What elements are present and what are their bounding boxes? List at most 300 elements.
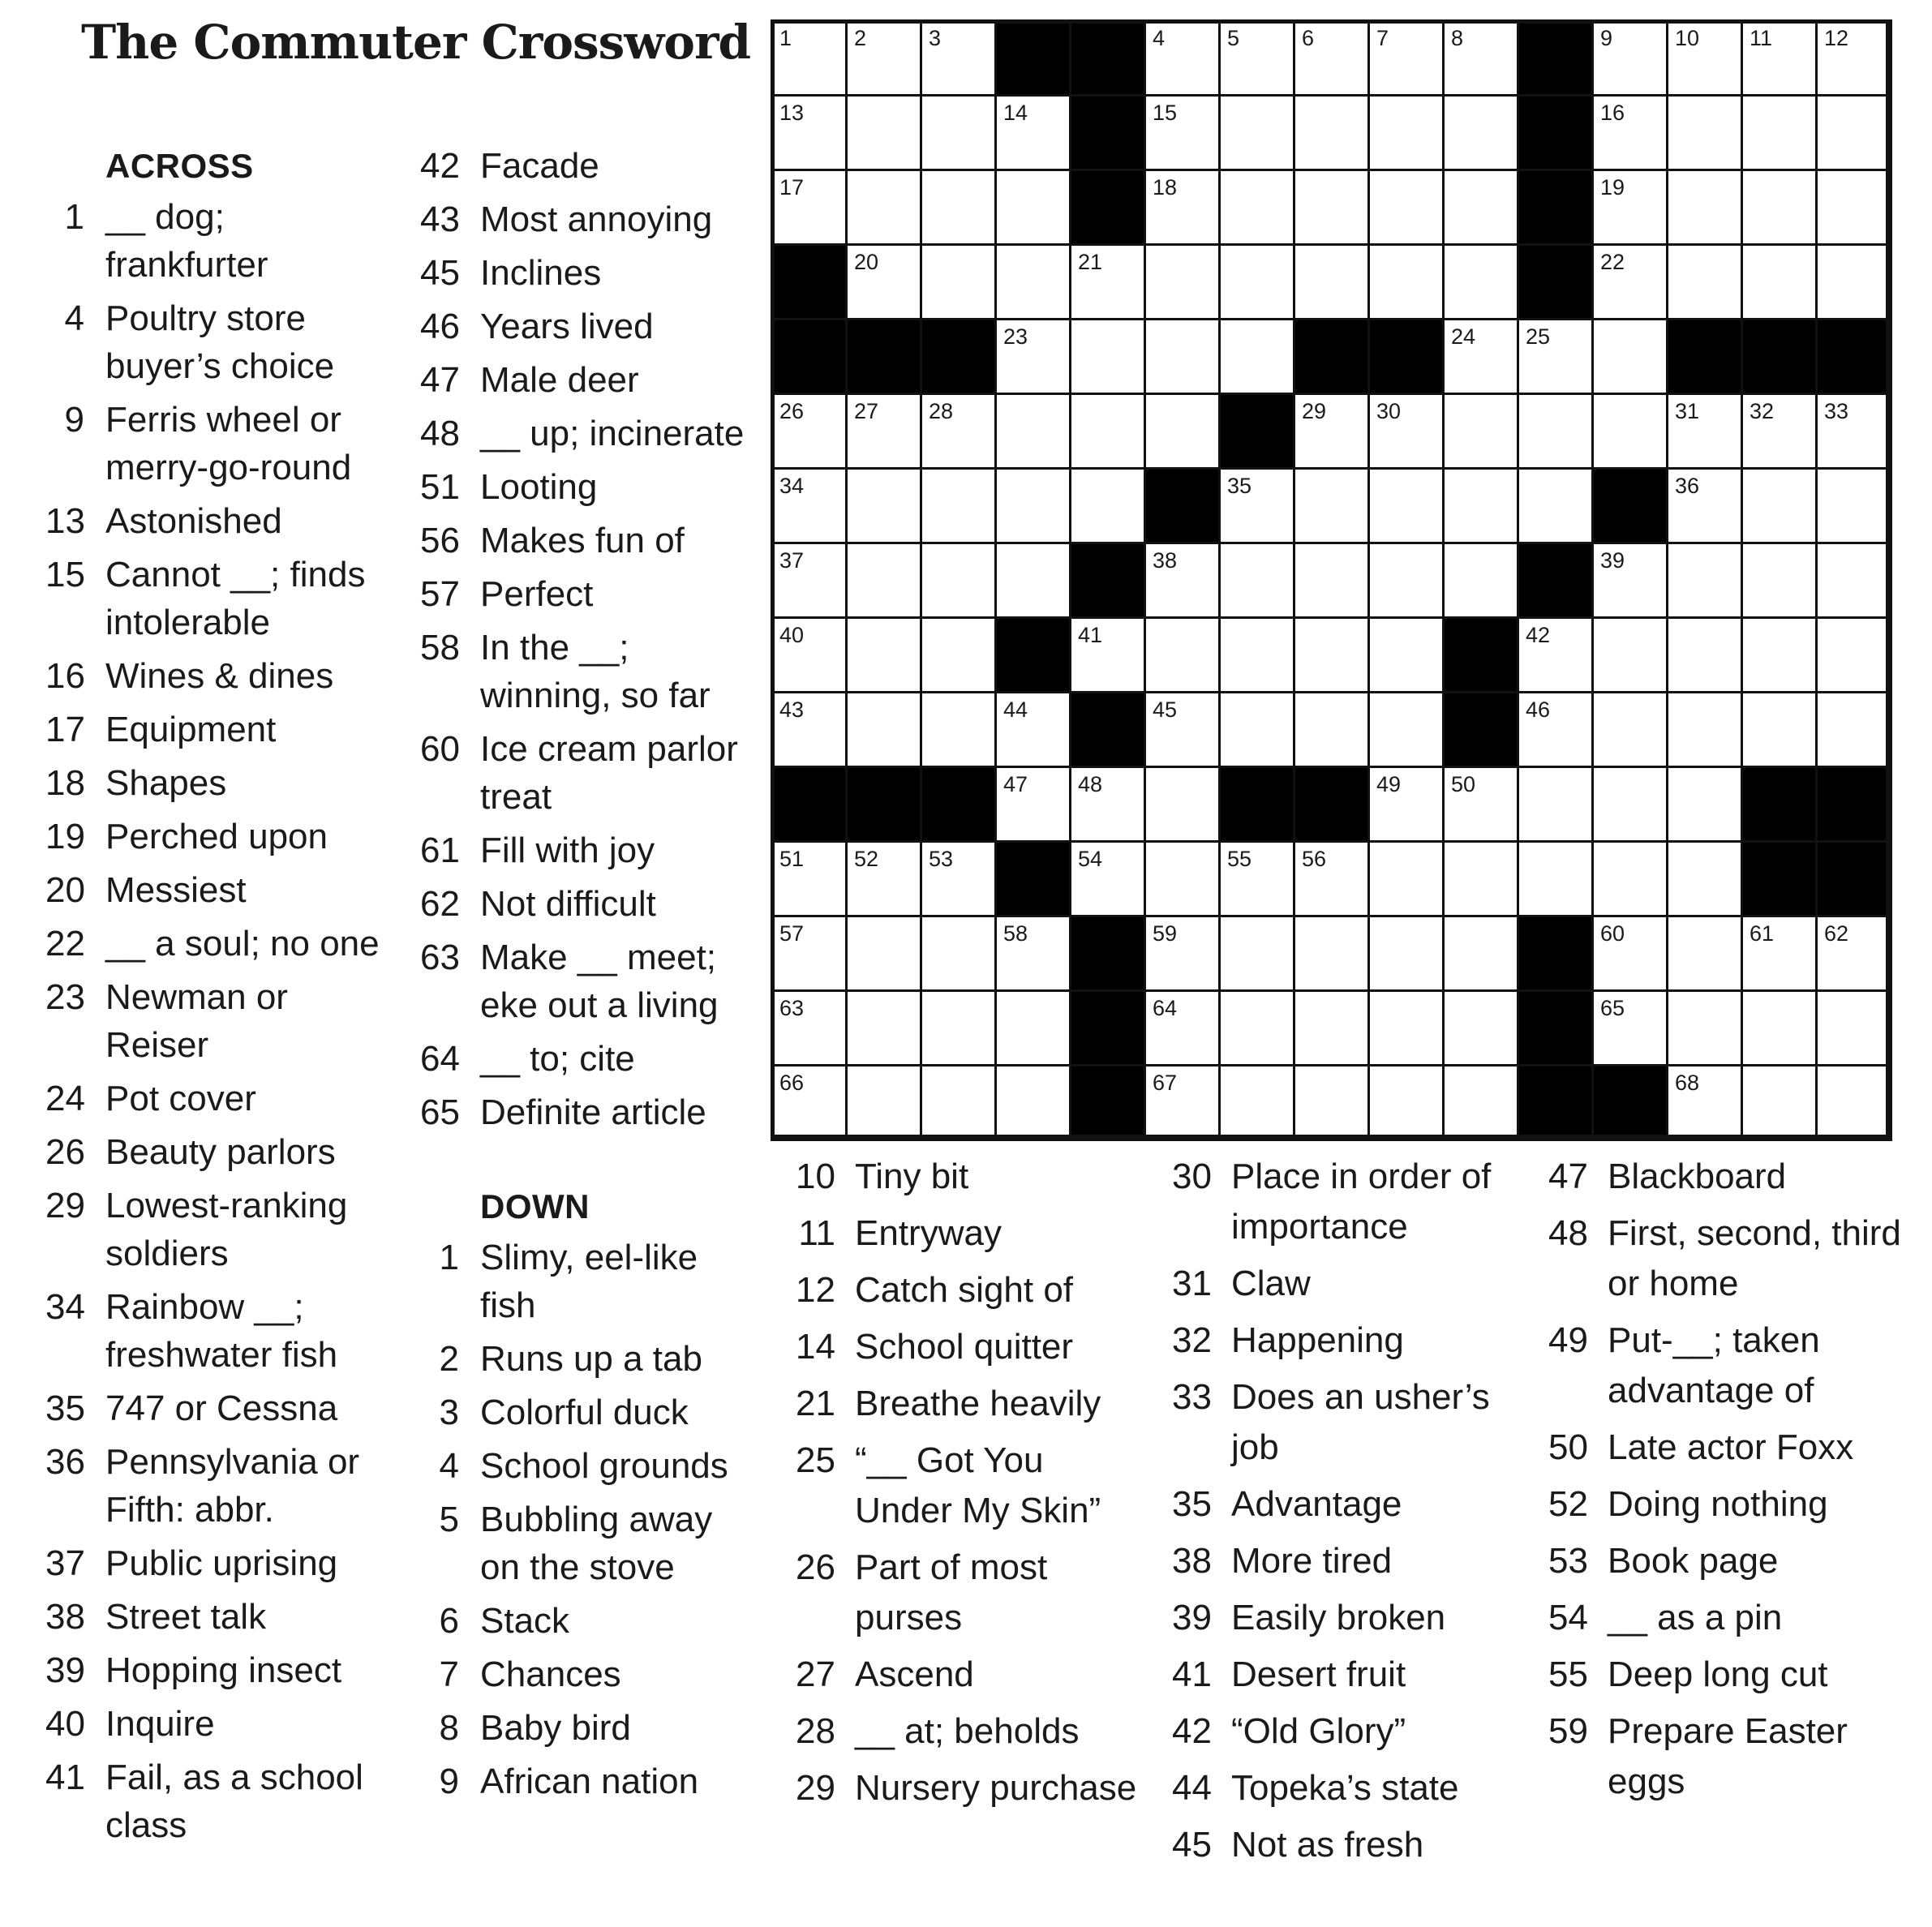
grid-cell[interactable] — [1144, 616, 1221, 693]
grid-cell[interactable] — [1591, 19, 1668, 97]
grid-cell[interactable] — [1815, 393, 1892, 470]
across-clue[interactable] — [420, 725, 761, 821]
grid-block — [994, 840, 1071, 917]
across-clue-text: Fail, as a school class — [105, 1757, 363, 1845]
grid-cell[interactable] — [1815, 542, 1892, 619]
down-clue-number: 2 — [439, 1339, 459, 1379]
grid-cell[interactable] — [771, 169, 848, 246]
grid-cell[interactable] — [1666, 94, 1743, 171]
grid-cell[interactable] — [994, 94, 1071, 171]
grid-cell[interactable] — [1218, 1064, 1295, 1141]
down-clue[interactable] — [1546, 1706, 1919, 1807]
down-clue[interactable] — [793, 1650, 1150, 1700]
grid-cell[interactable] — [1517, 766, 1594, 843]
across-clue[interactable] — [45, 1283, 386, 1379]
across-clue[interactable] — [45, 759, 386, 807]
down-clue[interactable] — [793, 1763, 1150, 1813]
grid-cell[interactable] — [771, 691, 848, 768]
grid-cell[interactable] — [1069, 616, 1146, 693]
across-clue[interactable] — [45, 1438, 386, 1534]
grid-cell[interactable] — [994, 989, 1071, 1067]
grid-cell[interactable] — [771, 393, 848, 470]
grid-cell[interactable] — [1144, 542, 1221, 619]
across-clue[interactable] — [420, 826, 761, 874]
grid-block — [771, 318, 848, 395]
down-clue[interactable] — [420, 1597, 761, 1645]
grid-cell[interactable] — [1442, 318, 1519, 395]
grid-cell[interactable] — [1591, 766, 1668, 843]
grid-cell[interactable] — [920, 243, 997, 320]
grid-cell[interactable] — [1741, 915, 1818, 992]
across-clue[interactable] — [45, 652, 386, 700]
grid-cell[interactable] — [1144, 169, 1221, 246]
grid-cell[interactable] — [1144, 393, 1221, 470]
grid-cell[interactable] — [771, 915, 848, 992]
grid-cell[interactable] — [1666, 915, 1743, 992]
grid-cell[interactable] — [845, 542, 922, 619]
grid-cell[interactable] — [1591, 393, 1668, 470]
grid-cell[interactable] — [1144, 94, 1221, 171]
grid-cell[interactable] — [920, 691, 997, 768]
grid-cell[interactable] — [1591, 169, 1668, 246]
grid-cell[interactable] — [1367, 616, 1445, 693]
grid-cell[interactable] — [1367, 243, 1445, 320]
grid-cell[interactable] — [771, 989, 848, 1067]
grid-cell[interactable] — [994, 691, 1071, 768]
across-clue-text: 747 or Cessna — [105, 1388, 338, 1428]
across-clue[interactable] — [420, 1035, 761, 1083]
grid-cell[interactable] — [920, 616, 997, 693]
grid-cell[interactable] — [994, 393, 1071, 470]
grid-block — [1293, 318, 1370, 395]
grid-cell[interactable] — [1367, 1064, 1445, 1141]
grid-cell[interactable] — [771, 542, 848, 619]
grid-cell[interactable] — [1367, 840, 1445, 917]
grid-cell[interactable] — [1442, 393, 1519, 470]
across-clue[interactable] — [45, 551, 386, 646]
down-clue[interactable] — [1546, 1423, 1919, 1473]
grid-cell[interactable] — [1517, 840, 1594, 917]
grid-cell[interactable] — [1815, 467, 1892, 544]
down-clue-text: Place in order of importance — [1231, 1157, 1492, 1247]
down-clue-number: 27 — [796, 1654, 835, 1694]
cell-number: 68 — [1675, 1071, 1700, 1095]
grid-cell[interactable] — [1741, 616, 1818, 693]
down-clue[interactable] — [1546, 1536, 1919, 1586]
across-clue[interactable] — [45, 1753, 386, 1849]
grid-cell[interactable] — [920, 94, 997, 171]
grid-cell[interactable] — [1144, 318, 1221, 395]
down-clue[interactable] — [793, 1322, 1150, 1372]
down-clue[interactable] — [1546, 1479, 1919, 1530]
grid-cell[interactable] — [1442, 1064, 1519, 1141]
grid-cell[interactable] — [1144, 19, 1221, 97]
down-clue[interactable] — [793, 1379, 1150, 1429]
grid-cell[interactable] — [920, 989, 997, 1067]
down-clue[interactable] — [1170, 1315, 1526, 1366]
down-clue[interactable] — [1170, 1536, 1526, 1586]
across-clue[interactable] — [420, 933, 761, 1029]
grid-cell[interactable] — [1293, 691, 1370, 768]
grid-cell[interactable] — [1218, 542, 1295, 619]
down-clue-number: 54 — [1548, 1598, 1588, 1637]
across-clue[interactable] — [45, 1384, 386, 1432]
grid-cell[interactable] — [1741, 542, 1818, 619]
grid-cell[interactable] — [845, 467, 922, 544]
down-clue[interactable] — [793, 1436, 1150, 1536]
across-clue[interactable] — [420, 624, 761, 719]
across-clue[interactable] — [45, 294, 386, 390]
down-clue[interactable] — [1546, 1593, 1919, 1643]
grid-cell[interactable] — [1666, 840, 1743, 917]
down-clue-text: Happening — [1231, 1320, 1404, 1360]
grid-cell[interactable] — [1666, 542, 1743, 619]
across-clue[interactable] — [45, 1646, 386, 1694]
down-clue[interactable] — [793, 1543, 1150, 1643]
across-clue[interactable] — [45, 973, 386, 1069]
grid-cell[interactable] — [1367, 169, 1445, 246]
cell-number: 20 — [854, 250, 879, 274]
grid-cell[interactable] — [1815, 691, 1892, 768]
down-clue[interactable] — [420, 1442, 761, 1490]
grid-block — [1517, 19, 1594, 97]
grid-block — [771, 766, 848, 843]
grid-cell[interactable] — [1517, 467, 1594, 544]
across-clue[interactable] — [45, 813, 386, 860]
grid-cell[interactable] — [1367, 989, 1445, 1067]
grid-cell[interactable] — [1442, 169, 1519, 246]
grid-cell[interactable] — [1144, 1064, 1221, 1141]
grid-cell[interactable] — [1442, 19, 1519, 97]
grid-cell[interactable] — [1517, 318, 1594, 395]
cell-number: 50 — [1451, 772, 1476, 796]
grid-cell[interactable] — [1144, 840, 1221, 917]
grid-cell[interactable] — [1069, 393, 1146, 470]
across-clue[interactable] — [45, 706, 386, 753]
grid-cell[interactable] — [1442, 467, 1519, 544]
grid-cell[interactable] — [845, 243, 922, 320]
grid-cell[interactable] — [1517, 691, 1594, 768]
grid-cell[interactable] — [1666, 616, 1743, 693]
down-clue[interactable] — [1170, 1763, 1526, 1813]
grid-cell[interactable] — [1517, 616, 1594, 693]
across-clue[interactable] — [45, 1700, 386, 1748]
across-clue[interactable] — [420, 356, 761, 404]
grid-cell[interactable] — [1144, 915, 1221, 992]
grid-cell[interactable] — [1144, 989, 1221, 1067]
grid-cell[interactable] — [1591, 318, 1668, 395]
grid-cell[interactable] — [1442, 94, 1519, 171]
grid-cell[interactable] — [1218, 243, 1295, 320]
grid-cell[interactable] — [1367, 467, 1445, 544]
grid-cell[interactable] — [994, 766, 1071, 843]
grid-cell[interactable] — [1367, 542, 1445, 619]
grid-cell[interactable] — [1666, 1064, 1743, 1141]
grid-cell[interactable] — [1069, 766, 1146, 843]
down-clue-text: African nation — [480, 1762, 699, 1801]
down-clue-text: “Old Glory” — [1231, 1711, 1406, 1751]
grid-cell[interactable] — [1293, 169, 1370, 246]
grid-cell[interactable] — [920, 169, 997, 246]
grid-cell[interactable] — [1218, 467, 1295, 544]
grid-cell[interactable] — [1367, 691, 1445, 768]
grid-cell[interactable] — [994, 1064, 1071, 1141]
across-clue[interactable] — [45, 1128, 386, 1176]
grid-cell[interactable] — [1815, 1064, 1892, 1141]
grid-cell[interactable] — [1666, 243, 1743, 320]
grid-cell[interactable] — [1069, 467, 1146, 544]
grid-cell[interactable] — [845, 616, 922, 693]
down-clue-number: 55 — [1548, 1654, 1588, 1694]
grid-cell[interactable] — [1218, 989, 1295, 1067]
across-clue[interactable] — [45, 920, 386, 968]
grid-cell[interactable] — [771, 840, 848, 917]
down-clue[interactable] — [1170, 1259, 1526, 1309]
grid-cell[interactable] — [920, 19, 997, 97]
grid-cell[interactable] — [1442, 766, 1519, 843]
down-clue[interactable] — [1546, 1152, 1919, 1202]
grid-cell[interactable] — [771, 467, 848, 544]
down-clue[interactable] — [420, 1496, 761, 1591]
grid-cell[interactable] — [1815, 243, 1892, 320]
grid-cell[interactable] — [771, 19, 848, 97]
grid-cell[interactable] — [845, 94, 922, 171]
grid-cell[interactable] — [1442, 243, 1519, 320]
grid-cell[interactable] — [1442, 915, 1519, 992]
across-clue[interactable] — [420, 195, 761, 243]
spacer — [420, 1142, 761, 1182]
across-clue[interactable] — [420, 570, 761, 618]
cell-number: 37 — [779, 548, 805, 573]
down-clue[interactable] — [1170, 1706, 1526, 1757]
down-clue-number: 38 — [1172, 1541, 1212, 1581]
down-clue-text: Blackboard — [1608, 1157, 1787, 1196]
grid-cell[interactable] — [1069, 243, 1146, 320]
grid-cell[interactable] — [1815, 915, 1892, 992]
across-clue[interactable] — [420, 249, 761, 297]
grid-cell[interactable] — [1218, 94, 1295, 171]
down-clue[interactable] — [793, 1208, 1150, 1259]
grid-cell[interactable] — [1741, 691, 1818, 768]
across-clue[interactable] — [45, 1182, 386, 1277]
across-clue[interactable] — [45, 1593, 386, 1641]
grid-cell[interactable] — [845, 691, 922, 768]
grid-cell[interactable] — [920, 467, 997, 544]
grid-cell[interactable] — [1442, 840, 1519, 917]
grid-cell[interactable] — [1741, 94, 1818, 171]
across-clue[interactable] — [420, 142, 761, 190]
grid-cell[interactable] — [845, 19, 922, 97]
grid-cell[interactable] — [994, 542, 1071, 619]
across-clue[interactable] — [420, 880, 761, 928]
grid-cell[interactable] — [1293, 840, 1370, 917]
grid-cell[interactable] — [1741, 989, 1818, 1067]
grid-cell[interactable] — [1293, 542, 1370, 619]
down-clue[interactable] — [420, 1757, 761, 1805]
down-clue[interactable] — [420, 1388, 761, 1436]
grid-block — [1517, 1064, 1594, 1141]
grid-cell[interactable] — [771, 94, 848, 171]
grid-cell[interactable] — [1591, 915, 1668, 992]
grid-cell[interactable] — [1367, 393, 1445, 470]
grid-cell[interactable] — [1815, 169, 1892, 246]
down-clue[interactable] — [1170, 1479, 1526, 1530]
grid-cell[interactable] — [1666, 169, 1743, 246]
across-clue[interactable] — [420, 517, 761, 564]
grid-cell[interactable] — [994, 169, 1071, 246]
grid-cell[interactable] — [1666, 989, 1743, 1067]
grid-cell[interactable] — [1591, 691, 1668, 768]
grid-cell[interactable] — [994, 915, 1071, 992]
grid-cell[interactable] — [920, 542, 997, 619]
across-clue[interactable] — [45, 866, 386, 914]
down-clue[interactable] — [1170, 1593, 1526, 1643]
grid-cell[interactable] — [1741, 243, 1818, 320]
grid-cell[interactable] — [1815, 19, 1892, 97]
grid-cell[interactable] — [1591, 840, 1668, 917]
grid-cell[interactable] — [1293, 915, 1370, 992]
grid-cell[interactable] — [1666, 467, 1743, 544]
across-clue[interactable] — [420, 463, 761, 511]
grid-cell[interactable] — [771, 616, 848, 693]
grid-cell[interactable] — [1293, 393, 1370, 470]
grid-cell[interactable] — [1815, 616, 1892, 693]
down-clue[interactable] — [1170, 1820, 1526, 1870]
grid-cell[interactable] — [1666, 766, 1743, 843]
across-clue-text: Wines & dines — [105, 656, 334, 696]
across-clue-text: Street talk — [105, 1597, 267, 1637]
grid-cell[interactable] — [1741, 1064, 1818, 1141]
grid-cell[interactable] — [1741, 169, 1818, 246]
grid-cell[interactable] — [1815, 94, 1892, 171]
down-clue-number: 10 — [796, 1157, 835, 1196]
grid-cell[interactable] — [771, 1064, 848, 1141]
down-clue[interactable] — [793, 1706, 1150, 1757]
across-clue[interactable] — [45, 1539, 386, 1587]
across-clue-text: Inquire — [105, 1704, 215, 1744]
down-clue[interactable] — [793, 1152, 1150, 1202]
down-clue[interactable] — [1170, 1650, 1526, 1700]
grid-cell[interactable] — [1666, 691, 1743, 768]
grid-cell[interactable] — [920, 840, 997, 917]
grid-cell[interactable] — [994, 467, 1071, 544]
grid-cell[interactable] — [1591, 989, 1668, 1067]
grid-cell[interactable] — [1293, 467, 1370, 544]
grid-cell[interactable] — [1218, 616, 1295, 693]
down-clue[interactable] — [420, 1234, 761, 1329]
grid-cell[interactable] — [845, 915, 922, 992]
grid-cell[interactable] — [1367, 915, 1445, 992]
grid-cell[interactable] — [845, 840, 922, 917]
grid-cell[interactable] — [1293, 19, 1370, 97]
cell-number: 49 — [1376, 772, 1402, 796]
down-clue[interactable] — [420, 1704, 761, 1752]
grid-cell[interactable] — [1517, 393, 1594, 470]
grid-cell[interactable] — [1591, 616, 1668, 693]
grid-cell[interactable] — [1069, 318, 1146, 395]
down-clue[interactable] — [1546, 1315, 1919, 1416]
across-clue-text: Hopping insect — [105, 1650, 342, 1690]
across-clue-text: Poultry store buyer’s choice — [105, 298, 335, 386]
grid-cell[interactable] — [1293, 1064, 1370, 1141]
grid-cell[interactable] — [1591, 243, 1668, 320]
grid-cell[interactable] — [1218, 915, 1295, 992]
cell-number: 11 — [1750, 26, 1773, 50]
grid-cell[interactable] — [1367, 19, 1445, 97]
down-clue[interactable] — [793, 1265, 1150, 1315]
across-clue[interactable] — [45, 1075, 386, 1122]
grid-cell[interactable] — [1442, 989, 1519, 1067]
down-clue-text: Part of most purses — [855, 1547, 1048, 1637]
grid-cell[interactable] — [920, 1064, 997, 1141]
grid-cell[interactable] — [994, 318, 1071, 395]
grid-cell[interactable] — [1144, 766, 1221, 843]
down-clue-number: 41 — [1172, 1654, 1212, 1694]
grid-cell[interactable] — [1367, 94, 1445, 171]
down-clue[interactable] — [420, 1650, 761, 1698]
cell-number: 56 — [1302, 847, 1327, 871]
down-clue-text: “__ Got You Under My Skin” — [855, 1440, 1101, 1530]
grid-cell[interactable] — [1666, 393, 1743, 470]
grid-cell[interactable] — [1741, 393, 1818, 470]
grid-cell[interactable] — [1218, 19, 1295, 97]
across-clue[interactable] — [420, 410, 761, 457]
across-clue[interactable] — [420, 1088, 761, 1136]
grid-cell[interactable] — [1293, 989, 1370, 1067]
grid-cell[interactable] — [845, 989, 922, 1067]
cell-number: 10 — [1675, 26, 1700, 50]
grid-cell[interactable] — [920, 393, 997, 470]
across-clue[interactable] — [45, 193, 386, 289]
across-clue[interactable] — [45, 396, 386, 491]
grid-cell[interactable] — [1442, 542, 1519, 619]
grid-cell[interactable] — [845, 393, 922, 470]
across-clue-number: 4 — [64, 298, 84, 338]
grid-cell[interactable] — [994, 243, 1071, 320]
grid-cell[interactable] — [1293, 243, 1370, 320]
down-clue[interactable] — [1170, 1372, 1526, 1473]
grid-cell[interactable] — [1666, 19, 1743, 97]
grid-cell[interactable] — [845, 169, 922, 246]
grid-cell[interactable] — [1293, 616, 1370, 693]
grid-cell[interactable] — [1367, 766, 1445, 843]
grid-cell[interactable] — [1144, 691, 1221, 768]
grid-cell[interactable] — [1815, 989, 1892, 1067]
crossword-grid[interactable] — [771, 19, 1890, 1139]
grid-cell[interactable] — [1741, 467, 1818, 544]
grid-cell[interactable] — [1591, 542, 1668, 619]
grid-cell[interactable] — [1218, 691, 1295, 768]
grid-cell[interactable] — [1069, 840, 1146, 917]
down-clue-number: 31 — [1172, 1264, 1212, 1303]
grid-cell[interactable] — [920, 915, 997, 992]
grid-cell[interactable] — [1218, 169, 1295, 246]
grid-cell[interactable] — [1293, 94, 1370, 171]
grid-cell[interactable] — [845, 1064, 922, 1141]
grid-cell[interactable] — [1741, 19, 1818, 97]
grid-cell[interactable] — [1218, 318, 1295, 395]
grid-cell[interactable] — [1218, 840, 1295, 917]
down-clue[interactable] — [420, 1335, 761, 1383]
across-clue[interactable] — [420, 303, 761, 350]
grid-cell[interactable] — [1591, 94, 1668, 171]
down-clue[interactable] — [1170, 1152, 1526, 1252]
down-clue[interactable] — [1546, 1208, 1919, 1309]
across-clue[interactable] — [45, 497, 386, 545]
grid-block — [1293, 766, 1370, 843]
grid-cell[interactable] — [1144, 243, 1221, 320]
down-clue[interactable] — [1546, 1650, 1919, 1700]
